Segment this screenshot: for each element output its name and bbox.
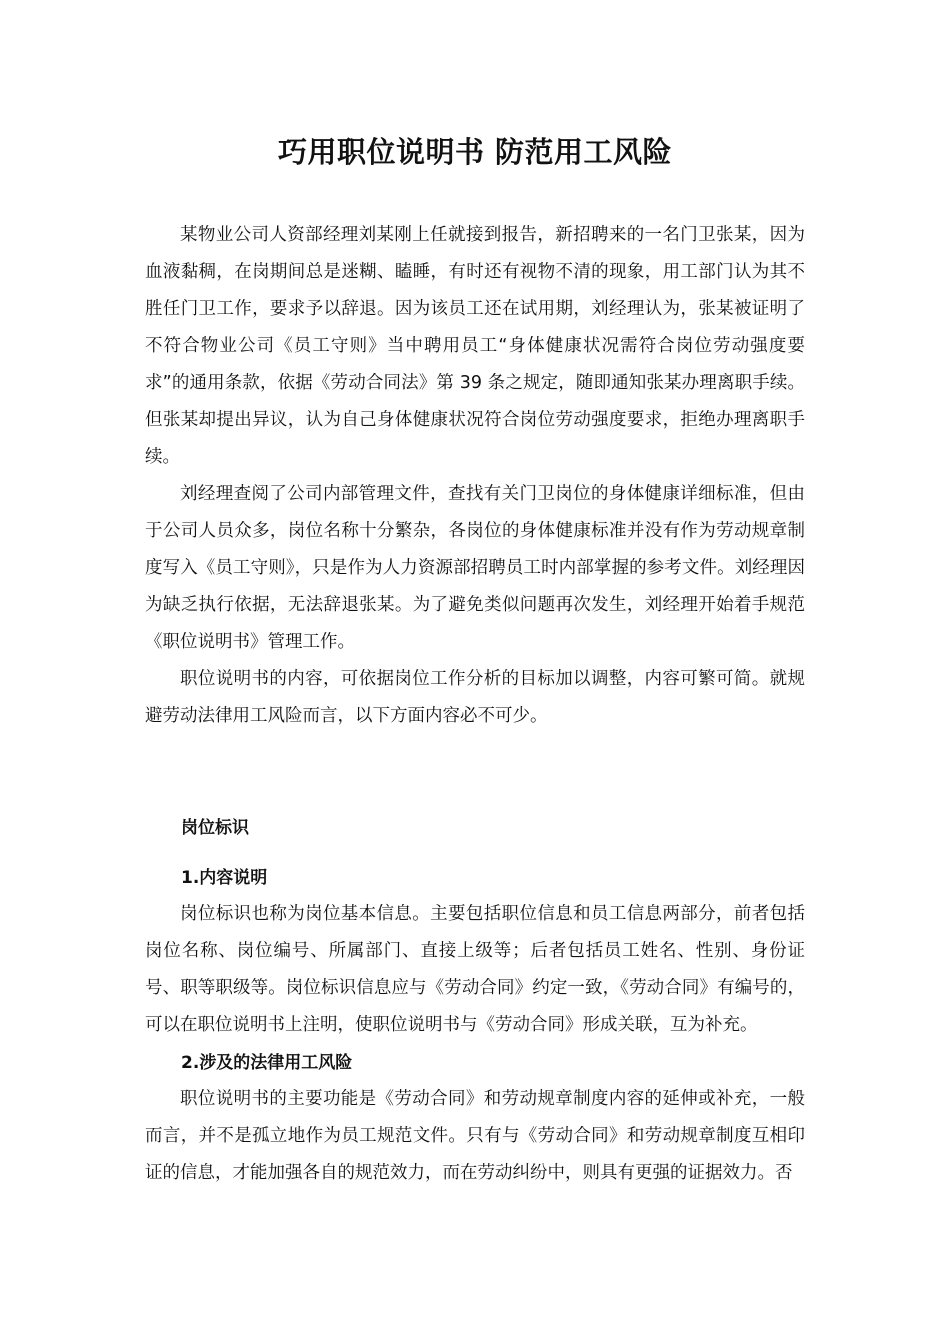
- intro-paragraph-3: 职位说明书的内容，可依据岗位工作分析的目标加以调整，内容可繁可简。就规避劳动法律用工风险而言，以下方面内容必不可少。: [145, 669, 805, 726]
- section-heading: 岗位标识: [181, 818, 249, 838]
- subsection-2-heading: 2.涉及的法律用工风险: [181, 1053, 353, 1073]
- document-title: 巧用职位说明书 防范用工风险: [277, 135, 673, 169]
- subsection-2-paragraph: 职位说明书的主要功能是《劳动合同》和劳动规章制度内容的延伸或补充，一般而言，并不是孤立地作为员工规范文件。只有与《劳动合同》和劳动规章制度互相印证的信息，才能加强各自的规范效力，而在劳动纠纷中，则具有更强的证据效力。否: [145, 1089, 805, 1183]
- intro-paragraph-1: 某物业公司人资部经理刘某刚上任就接到报告，新招聘来的一名门卫张某，因为血液黏稠，在岗期间总是迷糊、瞌睡，有时还有视物不清的现象，用工部门认为其不胜任门卫工作，要求予以辞退。因为该员工还在试用期，刘经理认为，张某被证明了不符合物业公司《员工守则》当中聘用员工“身体健康状况需符合岗位劳动强度要求”的通用条款，依据《劳动合同法》第 39 条之规定，随即通知张某办理离职手续。但张某却提出异议，认为自己身体健康状况符合岗位劳动强度要求，拒绝办理离职手续。: [145, 225, 805, 467]
- intro-paragraph-2: 刘经理查阅了公司内部管理文件，查找有关门卫岗位的身体健康详细标准，但由于公司人员众多，岗位名称十分繁杂，各岗位的身体健康标准并没有作为劳动规章制度写入《员工守则》，只是作为人力资源部招聘员工时内部掌握的参考文件。刘经理因为缺乏执行依据，无法辞退张某。为了避免类似问题再次发生，刘经理开始着手规范《职位说明书》管理工作。: [145, 484, 805, 652]
- subsection-1-heading: 1.内容说明: [181, 868, 268, 888]
- subsection-1-paragraph: 岗位标识也称为岗位基本信息。主要包括职位信息和员工信息两部分，前者包括岗位名称、岗位编号、所属部门、直接上级等；后者包括员工姓名、性别、身份证号、职等职级等。岗位标识信息应与《劳动合同》约定一致，《劳动合同》有编号的，可以在职位说明书上注明，使职位说明书与《劳动合同》形成关联，互为补充。: [145, 904, 805, 1035]
